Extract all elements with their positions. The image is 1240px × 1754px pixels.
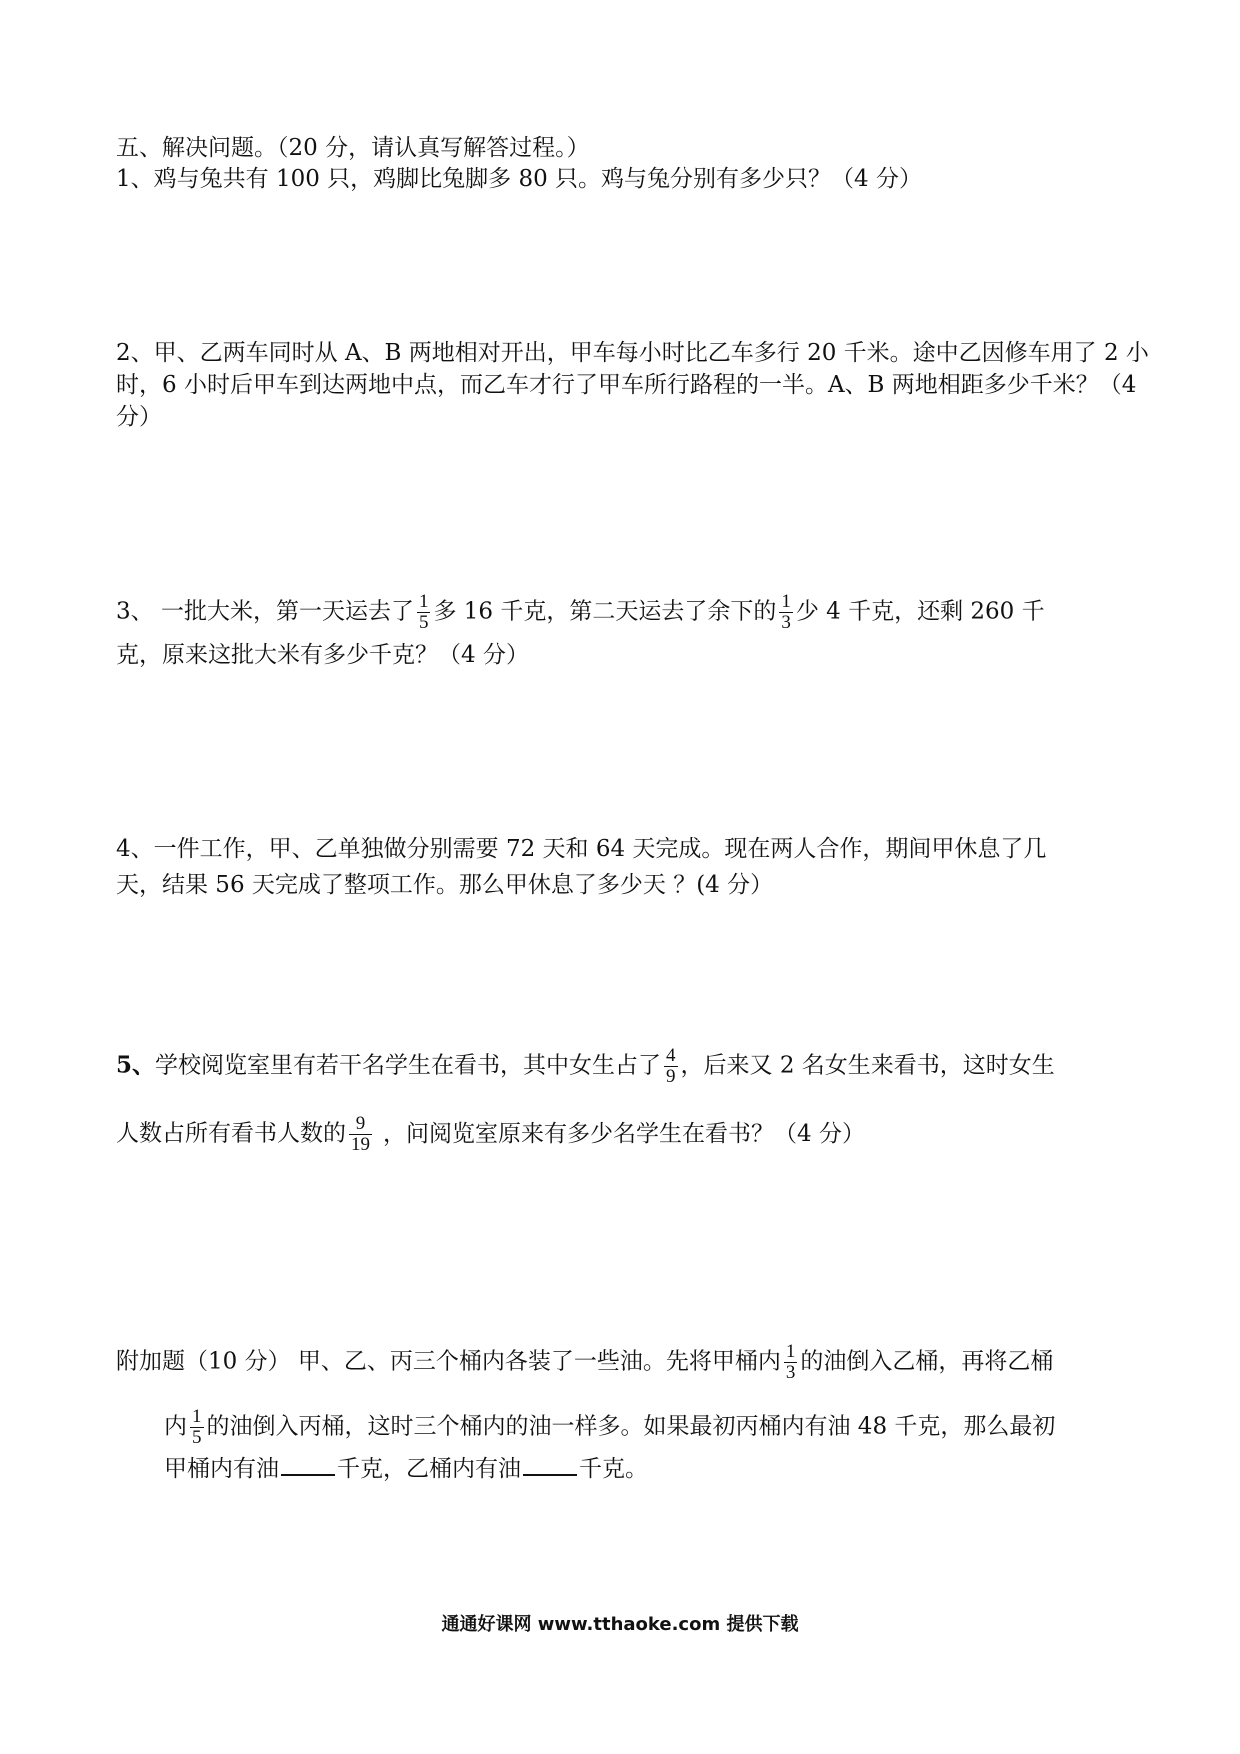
fraction-four-ninths: $\frac{4}{9}$: [666, 1045, 676, 1087]
fraction-one-fifth: $\frac{1}{5}$: [192, 1406, 202, 1448]
fraction-one-third: $\frac{1}{3}$: [781, 591, 791, 633]
question-3-line-1: [116, 592, 1045, 633]
question-3-line-2: 克，原来这批大米有多少千克？（4 分）: [116, 642, 529, 668]
bonus-text-g: 千克。: [579, 1456, 648, 1482]
question-4-line-2: 天，结果 56 天完成了整项工作。那么甲休息了多少天 ？(4 分）: [116, 872, 774, 898]
question-1: 1、鸡与兔共有 100 只，鸡脚比兔脚多 80 只。鸡与兔分别有多少只？（4 分）: [116, 166, 922, 192]
bonus-text-b: 的油倒入乙桶，再将乙桶: [800, 1348, 1054, 1375]
footer-watermark: 通通好课网 www.tthaoke.com 提供下载: [441, 1614, 799, 1635]
question-2-line-3: 分）: [116, 404, 162, 430]
bonus-text-e: 甲桶内有油: [164, 1456, 279, 1482]
bonus-line-2: [164, 1407, 1055, 1448]
bonus-text-c: 内: [164, 1413, 187, 1440]
answer-blank-jia[interactable]: [281, 1452, 335, 1476]
bonus-line-1: [116, 1342, 1053, 1383]
question-5-text-d: ，问阅览室原来有多少名学生在看书？（4 分）: [383, 1120, 865, 1147]
question-5-line-1: [116, 1046, 1055, 1087]
question-5-text-c: 人数占所有看书人数的: [116, 1120, 346, 1147]
question-3-text-b: 多 16 千克，第二天运去了余下的: [433, 598, 777, 625]
question-3-text-c: 少 4 千克，还剩 260 千: [795, 598, 1045, 625]
question-5-line-2: [116, 1114, 865, 1155]
question-5-text-a: 学校阅览室里有若干名学生在看书，其中女生占了: [155, 1052, 662, 1079]
fraction-nine-nineteenths: $\frac{9}{19}$: [351, 1113, 370, 1155]
question-5-number: 5、: [116, 1051, 156, 1079]
question-3-text-a: 3、 一批大米，第一天运去了: [116, 598, 414, 625]
question-4-line-1: 4、一件工作，甲、乙单独做分别需要 72 天和 64 天完成。现在两人合作，期间甲休息了几: [116, 836, 1047, 862]
bonus-text-d: 的油倒入丙桶，这时三个桶内的油一样多。如果最初丙桶内有油 48 千克，那么最初: [206, 1413, 1056, 1440]
question-2-line-1: 2、甲、乙两车同时从 A、B 两地相对开出，甲车每小时比乙车多行 20 千米。途中乙因修车用了 2 小: [116, 340, 1149, 366]
answer-blank-yi[interactable]: [523, 1452, 577, 1476]
bonus-text-f: 千克，乙桶内有油: [337, 1456, 521, 1482]
fraction-one-third: $\frac{1}{3}$: [785, 1341, 796, 1383]
section-heading: 五、解决问题。（20 分，请认真写解答过程。）: [116, 135, 590, 161]
question-5-text-b: ，后来又 2 名女生来看书，这时女生: [680, 1052, 1055, 1079]
question-2-line-2: 时，6 小时后甲车到达两地中点，而乙车才行了甲车所行路程的一半。A、B 两地相距多少千米？（4: [116, 372, 1137, 398]
bonus-line-3: [164, 1452, 648, 1484]
bonus-text-a: 附加题（10 分） 甲、乙、丙三个桶内各装了一些油。先将甲桶内: [116, 1348, 781, 1375]
fraction-one-fifth: $\frac{1}{5}$: [418, 591, 429, 633]
